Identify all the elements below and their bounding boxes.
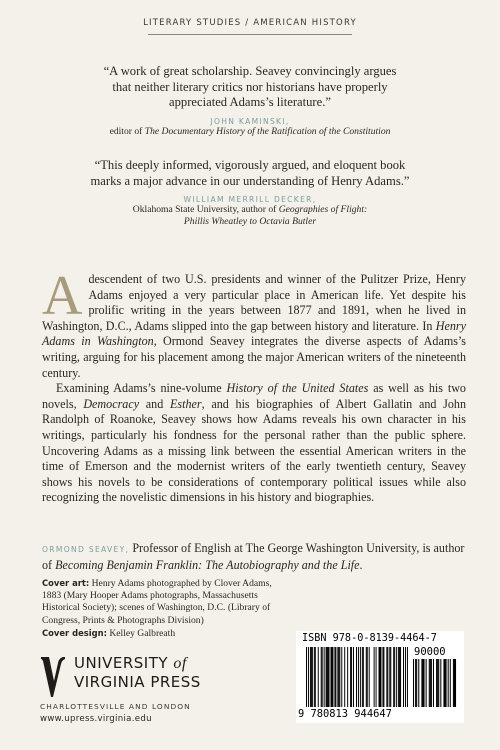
barcode-bar	[405, 647, 406, 707]
barcode-bar	[446, 659, 447, 707]
barcode-bar	[454, 659, 455, 707]
barcode-bar	[376, 647, 377, 707]
barcode-digits: 9 780813 944647	[298, 708, 392, 720]
barcode-bar	[367, 647, 368, 707]
barcode-bar	[394, 647, 395, 707]
barcode-bar	[383, 647, 384, 707]
category-label: LITERARY STUDIES / AMERICAN HISTORY	[143, 18, 357, 28]
barcode-bar	[430, 659, 431, 707]
barcode-bar	[366, 647, 367, 707]
barcode-bar	[315, 647, 316, 707]
author-bio: ORMOND SEAVEY, Professor of English at The George Washington University, is author of Becoming Benjamin Franklin: The Autobiography and the Life.	[42, 541, 465, 572]
barcode-bar	[335, 647, 336, 707]
barcode-bar	[379, 647, 380, 707]
barcode-bar	[344, 647, 345, 707]
blurb-author-affiliation: Oklahoma State University, author of Geographies of Flight: Phillis Wheatley to Octavia Butler	[132, 204, 368, 227]
barcode-bar	[426, 659, 427, 707]
blurb-text: “A work of great scholarship. Seavey convincingly argues that neither literary critics nor historians have properly appreciated Adams’s literature.”	[103, 64, 397, 109]
barcode-bar	[450, 659, 451, 707]
barcode-bar	[407, 647, 408, 707]
barcode-bar	[455, 659, 456, 707]
barcode-bar	[311, 647, 312, 707]
barcode-bar	[416, 659, 417, 707]
barcode-bar	[386, 647, 387, 707]
barcode-bar	[341, 647, 342, 707]
barcode-bar	[382, 647, 383, 707]
barcode-bar	[318, 647, 319, 707]
barcode-bar	[438, 659, 439, 707]
barcode-bar	[396, 647, 397, 707]
barcode-bar	[329, 647, 330, 707]
barcode-bar	[331, 647, 332, 707]
barcode-bar	[331, 647, 332, 707]
barcode-panel	[296, 631, 464, 723]
barcode-bar	[322, 647, 323, 707]
barcode-bar	[321, 647, 322, 707]
barcode-bar	[424, 659, 425, 707]
barcode-bar	[429, 659, 430, 707]
cover-art-text: Henry Adams photographed by Clover Adams, 1883 (Mary Hooper Adams photographs, Massachusetts Historical Society); scenes of Washington, D.C. (Library of Congress, Prints & Photographs Division)	[42, 578, 272, 626]
barcode-bar	[418, 659, 419, 707]
publisher-location: CHARLOTTESVILLE AND LONDON	[40, 702, 191, 711]
barcode-bar	[400, 647, 401, 707]
book-description	[42, 265, 467, 506]
barcode-bar	[314, 647, 315, 707]
isbn-barcode	[306, 647, 409, 707]
barcode-bar	[339, 647, 340, 707]
barcode-bar	[306, 647, 307, 707]
blurb-author-name: WILLIAM MERRILL DECKER,	[183, 195, 317, 204]
barcode-bar	[374, 647, 375, 707]
barcode-bar	[440, 659, 441, 707]
barcode-bar	[312, 647, 313, 707]
cover-design-label: Cover design:	[42, 627, 107, 638]
blurb-kaminski	[0, 64, 500, 138]
barcode-bar	[437, 659, 438, 707]
cover-design-text: Kelley Galbreath	[106, 627, 176, 639]
cover-credits	[42, 577, 274, 640]
barcode-bar	[369, 647, 370, 707]
barcode-bar	[393, 647, 394, 707]
barcode-bar	[380, 647, 381, 707]
barcode-bar	[387, 647, 388, 707]
blurb-author-affiliation: editor of The Documentary History of the Ratification of the Constitution	[109, 125, 391, 137]
barcode-bar	[347, 647, 348, 707]
barcode-bar	[327, 647, 328, 707]
blurb-author-name: JOHN KAMINSKI,	[210, 116, 290, 126]
publisher-url: www.upress.virginia.edu	[40, 714, 152, 724]
barcode-bar	[398, 647, 399, 707]
blurb-decker	[0, 158, 500, 228]
description-paragraph-1: Adescendent of two U.S. presidents and winner of the Pulitzer Prize, Henry Adams enjoyed a very particular place in American life. Yet despite his prolific writing in the years between 1877 and 1891, when he lived in Washington, D.C., Adams slipped into the gap between history and literature. In Henry Adams in Washington, Ormond Seavey integrates the diverse aspects of Adams’s writing, arguing for his placement among the major American writers of the nineteenth century.	[42, 265, 467, 380]
barcode-bar	[328, 647, 329, 707]
author-name: ORMOND SEAVEY,	[42, 545, 130, 554]
barcode-bar	[338, 647, 339, 707]
barcode-bar	[399, 647, 400, 707]
barcode-bar	[358, 647, 359, 707]
barcode-bar	[324, 647, 325, 707]
barcode-bar	[448, 659, 449, 707]
barcode-bar	[308, 647, 309, 707]
barcode-bar	[337, 647, 338, 707]
barcode-bar	[332, 647, 333, 707]
drop-cap: A	[42, 265, 83, 327]
barcode-bar	[380, 647, 381, 707]
publisher-name-line1: UNIVERSITY of	[74, 654, 187, 672]
barcode-bar	[403, 647, 404, 707]
barcode-bar	[421, 659, 422, 707]
barcode-bar	[445, 659, 446, 707]
barcode-bar	[362, 647, 363, 707]
barcode-bar	[351, 647, 352, 707]
barcode-bar	[350, 647, 351, 707]
barcode-bar	[453, 659, 454, 707]
price-addon-number: 90000	[414, 646, 446, 658]
barcode-bar	[326, 647, 327, 707]
header-divider	[148, 34, 352, 35]
barcode-bar	[390, 647, 391, 707]
barcode-bar	[389, 647, 390, 707]
publisher-name-line2: VIRGINIA PRESS	[74, 673, 201, 691]
barcode-bar	[443, 659, 444, 707]
isbn-label: ISBN 978-0-8139-4464-7	[302, 633, 437, 644]
barcode-bar	[415, 659, 416, 707]
description-paragraph-2: Examining Adams’s nine-volume History of the United States as well as his two novels, Democracy and Esther, and his biographies of Albert Gallatin and John Randolph of Roanoke, Seavey shows how Adams reveals his own character in his writings, particularly his fondness for the personal rather than the public sphere. Uncovering Adams as a missing link between the essential American writers in the time of Emerson and the modernist writers of the early twentieth century, Seavey shows his novels to be considerations of contemporary political issues while also recognizing the novelistic dimensions in his history and biographies.	[42, 381, 466, 505]
barcode-bar	[433, 659, 434, 707]
barcode-bar	[353, 647, 354, 707]
publisher-block	[40, 655, 300, 725]
barcode-bar	[310, 647, 311, 707]
barcode-bar	[422, 659, 423, 707]
barcode-bar	[356, 647, 357, 707]
price-addon-barcode	[413, 659, 457, 707]
barcode-bar	[436, 659, 437, 707]
barcode-bar	[363, 647, 364, 707]
blurb-text: “This deeply informed, vigorously argued, and eloquent book marks a major advance in our understanding of Henry Adams.”	[90, 158, 410, 188]
barcode-bar	[413, 659, 414, 707]
barcode-bar	[431, 659, 432, 707]
cover-art-label: Cover art:	[42, 578, 90, 588]
barcode-bar	[334, 647, 335, 707]
barcode-bar	[360, 647, 361, 707]
publisher-logo-icon	[40, 655, 66, 699]
